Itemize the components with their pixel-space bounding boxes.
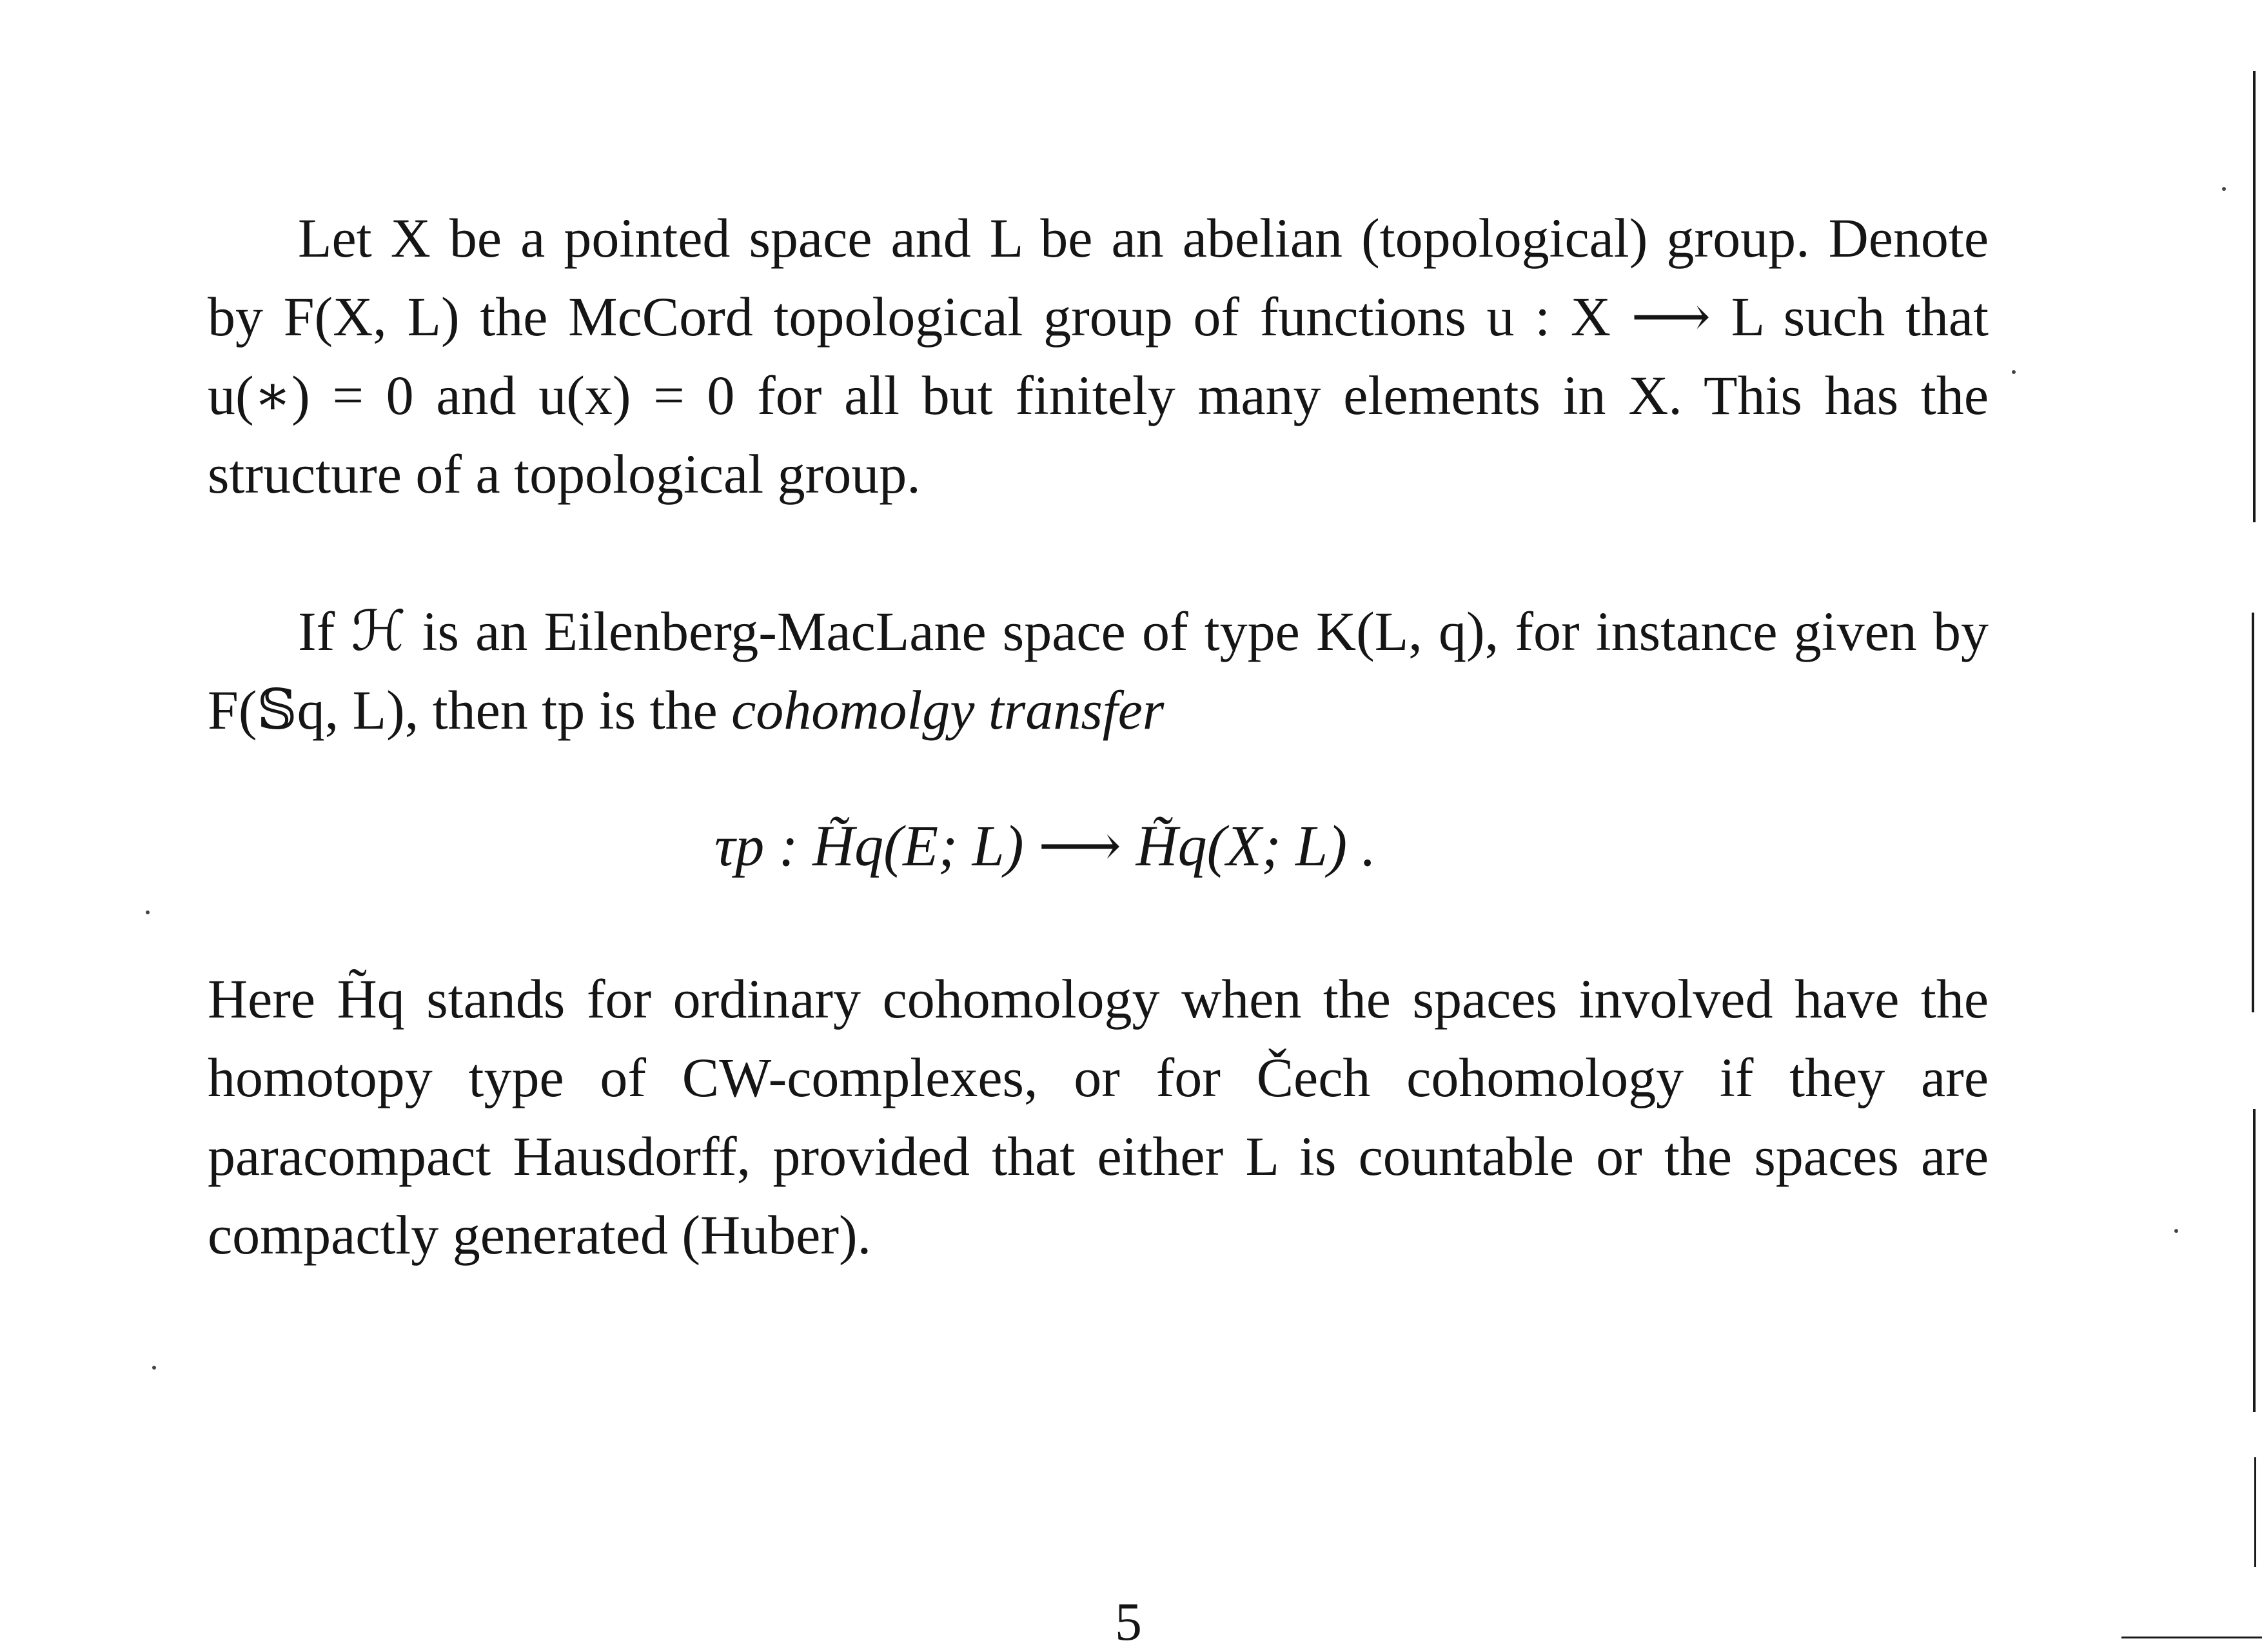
binding-edge-line	[2254, 1457, 2256, 1567]
page-number: 5	[1115, 1592, 1142, 1652]
paragraph-eilenberg-maclane-text: If ℋ is an Eilenberg-MacLane space of type K(L, q), for instance given by F(𝕊q, L), then tp is the	[208, 600, 1989, 741]
page-corner-line	[2121, 1637, 2262, 1638]
display-equation: τp : H̃q(E; L) ⟶ H̃q(X; L) .	[714, 814, 1377, 878]
binding-edge-line	[2252, 613, 2254, 1012]
scan-speck	[2222, 187, 2226, 191]
paragraph-cohomology-note: Here H̃q stands for ordinary cohomology when the spaces involved have the homotopy type of CW-complexes, or for Čech cohomology if they are paracompact Hausdorff, provided that either L is countable or the spaces are compactly generated (Huber).	[208, 968, 1989, 1266]
scan-speck	[2012, 370, 2016, 374]
binding-edge-line	[2253, 71, 2256, 522]
emphasized-term: cohomolgy transfer	[731, 679, 1165, 741]
paragraph-mccord-group: Let X be a pointed space and L be an abelian (topological) group. Denote by F(X, L) the McCord topological group of functions u : X ⟶ L such that u(∗) = 0 and u(x) = 0 for all but finitely many elements in X. This has the structure of a topological group.	[208, 207, 1989, 505]
scan-speck	[146, 910, 150, 914]
scan-speck	[2174, 1229, 2178, 1233]
binding-edge-line	[2253, 1109, 2256, 1412]
scan-speck	[152, 1366, 156, 1370]
paragraph-eilenberg-maclane	[208, 592, 1989, 749]
